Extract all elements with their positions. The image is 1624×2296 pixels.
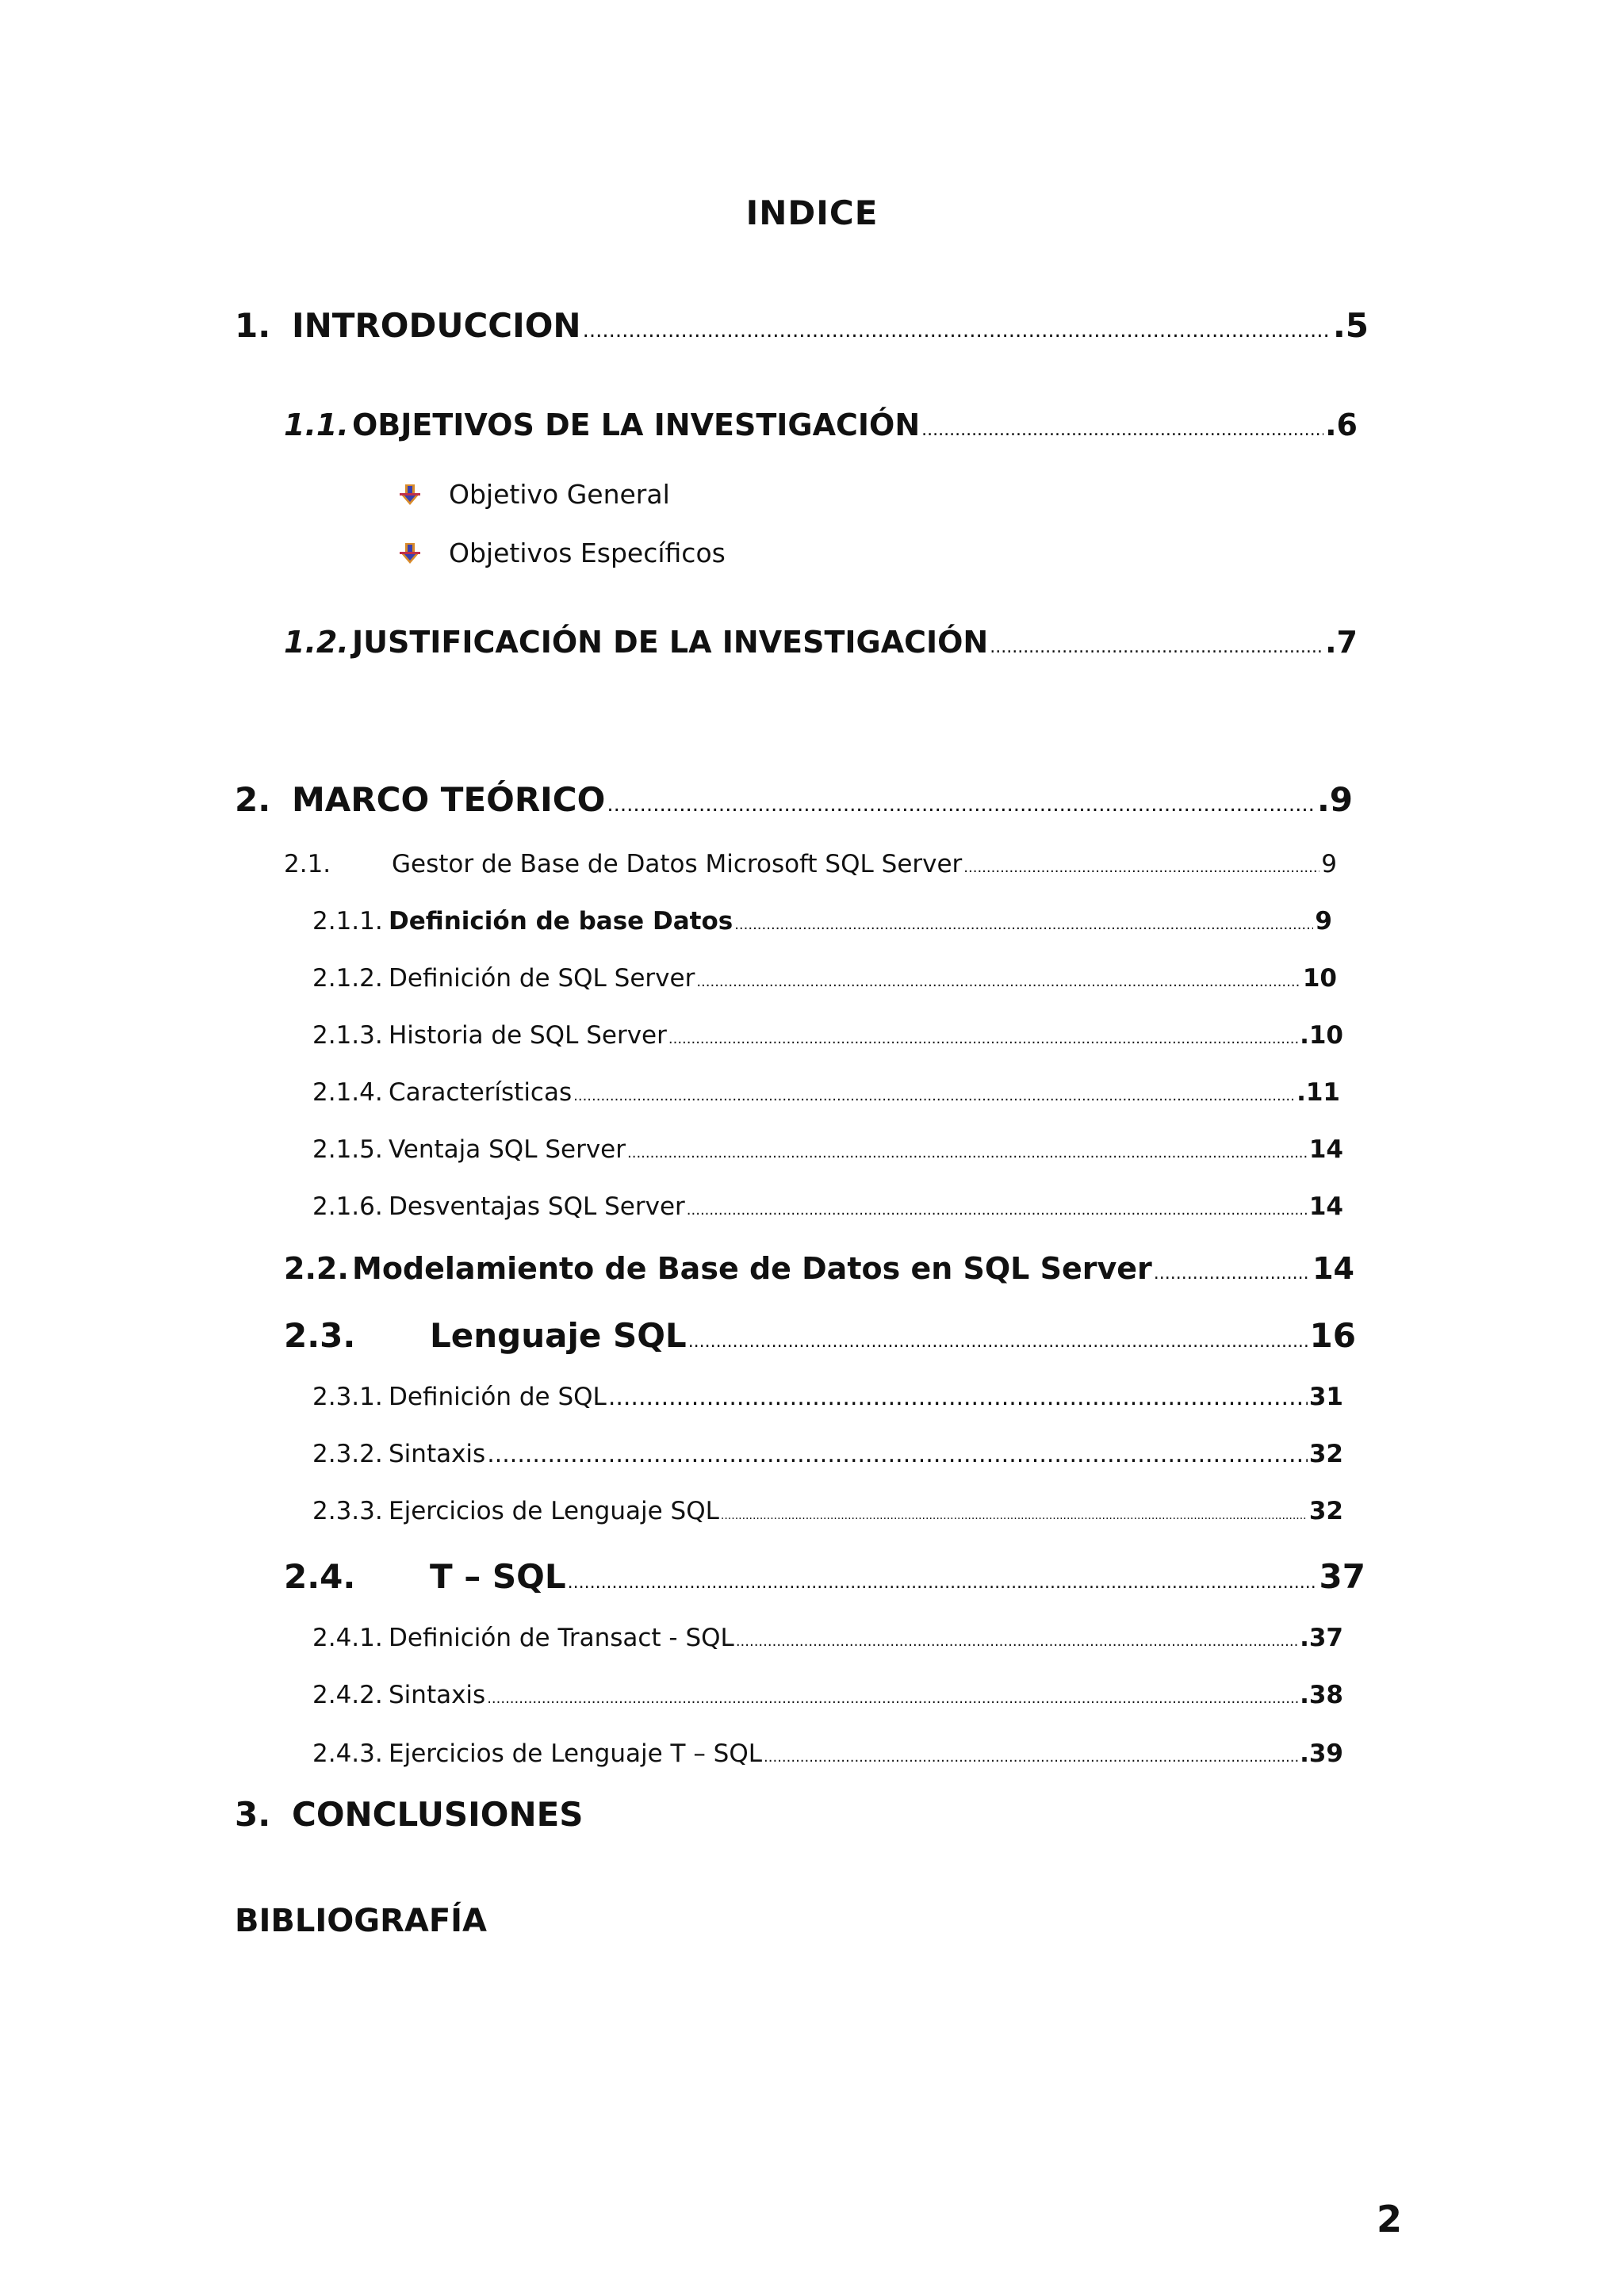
toc-number: 2.1.3.: [312, 1021, 383, 1050]
toc-label: Definición de SQL Server: [389, 964, 695, 993]
toc-label: Gestor de Base de Datos Microsoft SQL Server: [392, 850, 963, 878]
toc-number: 2.4.: [284, 1557, 356, 1596]
toc-leader: [1154, 1264, 1311, 1284]
toc-leader: [921, 420, 1323, 440]
toc-label: Sintaxis: [389, 1681, 486, 1709]
toc-entry-2-1-6: [312, 1192, 1343, 1221]
toc-entry-2: [235, 780, 1353, 819]
toc-entry-2-3: [284, 1316, 1356, 1355]
toc-leader: [627, 1145, 1308, 1161]
toc-label: Ventaja SQL Server: [389, 1135, 626, 1164]
toc-entry-2-1-3: [312, 1021, 1343, 1050]
toc-leader: [583, 319, 1331, 342]
toc-number: 2.1.5.: [312, 1135, 383, 1164]
page-number: 2: [1376, 2198, 1402, 2241]
toc-page: 10: [1302, 964, 1337, 993]
toc-label: Definición de base Datos: [389, 907, 733, 936]
bullet-label: Objetivos Específicos: [449, 538, 726, 568]
bullet-item-objetivo-general: [398, 479, 670, 510]
toc-page: 32: [1308, 1497, 1343, 1525]
toc-entry-1: [235, 306, 1369, 345]
toc-entry-2-1-1: [312, 907, 1332, 936]
toc-page: 32: [1308, 1440, 1343, 1468]
arrow-down-bullet-icon: [398, 483, 422, 507]
toc-number: 2.3.3.: [312, 1497, 383, 1525]
toc-label: Definición de Transact - SQL: [389, 1624, 734, 1652]
toc-entry-2-2: [284, 1251, 1354, 1286]
toc-number: 2.3.: [284, 1316, 356, 1355]
toc-label: Características: [389, 1078, 573, 1107]
toc-leader: [487, 1441, 1308, 1468]
toc-entry-1-2: [284, 625, 1358, 660]
toc-leader: [687, 1202, 1308, 1219]
toc-page: .10: [1300, 1021, 1343, 1050]
toc-page: .5: [1332, 306, 1369, 345]
toc-leader: [721, 1510, 1308, 1522]
toc-page: 14: [1308, 1135, 1343, 1164]
toc-number: 3.: [235, 1795, 271, 1834]
toc-page: 9: [1321, 850, 1337, 878]
toc-page: .7: [1325, 625, 1358, 660]
toc-label: Modelamiento de Base de Datos en SQL Server: [352, 1251, 1152, 1286]
toc-label: MARCO TEÓRICO: [292, 780, 606, 819]
toc-page: .39: [1300, 1739, 1343, 1768]
toc-page: 14: [1312, 1251, 1354, 1286]
toc-number: 2.4.2.: [312, 1681, 383, 1709]
toc-label: Sintaxis: [389, 1440, 486, 1468]
toc-label: INTRODUCCION: [292, 306, 581, 345]
toc-label: T – SQL: [430, 1557, 566, 1596]
toc-leader: [963, 859, 1320, 876]
toc-entry-3: [235, 1795, 584, 1834]
toc-number: 2.1.1.: [312, 907, 383, 936]
toc-number: 2.1.: [284, 850, 331, 878]
toc-leader: [608, 1383, 1308, 1411]
toc-leader: [668, 1031, 1298, 1047]
toc-leader: [688, 1332, 1308, 1352]
toc-entry-2-3-1: [312, 1383, 1343, 1411]
toc-entry-2-4: [284, 1557, 1365, 1596]
toc-entry-2-4-2: [312, 1681, 1343, 1709]
toc-label: Definición de SQL: [389, 1383, 607, 1411]
toc-leader: [990, 637, 1323, 657]
toc-leader: [764, 1749, 1298, 1766]
bullet-item-objetivos-especificos: [398, 538, 726, 568]
toc-label: Historia de SQL Server: [389, 1021, 667, 1050]
toc-number: 2.2.: [284, 1251, 349, 1286]
toc-entry-2-3-3: [312, 1497, 1343, 1525]
toc-page: 9: [1315, 907, 1332, 936]
toc-number: 2.1.4.: [312, 1078, 383, 1107]
toc-page: 14: [1308, 1192, 1343, 1221]
toc-page: .11: [1297, 1078, 1340, 1107]
arrow-down-bullet-icon: [398, 541, 422, 565]
toc-number: 2.1.2.: [312, 964, 383, 993]
toc-page: .38: [1300, 1681, 1343, 1709]
toc-number: 1.: [235, 306, 271, 345]
toc-label: Ejercicios de Lenguaje SQL: [389, 1497, 719, 1525]
toc-entry-2-1-2: [312, 964, 1337, 993]
toc-label: Lenguaje SQL: [430, 1316, 687, 1355]
toc-page: 16: [1309, 1316, 1356, 1355]
toc-leader: [734, 916, 1313, 933]
toc-entry-2-3-2: [312, 1440, 1343, 1468]
toc-page: 37: [1319, 1557, 1365, 1596]
bullet-label: Objetivo General: [449, 479, 670, 510]
toc-entry-2-1-4: [312, 1078, 1340, 1107]
toc-page: .37: [1300, 1624, 1343, 1652]
toc-entry-1-1: [284, 408, 1358, 442]
toc-leader: [607, 793, 1315, 817]
toc-entry-bibliografia: BIBLIOGRAFÍA: [235, 1903, 487, 1939]
toc-number: 2.4.1.: [312, 1624, 383, 1652]
toc-leader: [696, 974, 1301, 990]
toc-entry-2-1-5: [312, 1135, 1343, 1164]
toc-label: CONCLUSIONES: [292, 1795, 584, 1834]
toc-number: 1.1.: [284, 408, 349, 442]
toc-page: .6: [1325, 408, 1358, 442]
toc-number: 2.3.1.: [312, 1383, 383, 1411]
toc-number: 2.4.3.: [312, 1739, 383, 1768]
toc-number: 2.1.6.: [312, 1192, 383, 1221]
page-title: INDICE: [745, 193, 879, 232]
toc-number: 1.2.: [284, 625, 349, 660]
toc-leader: [573, 1088, 1295, 1104]
toc-entry-2-4-3: [312, 1739, 1343, 1768]
toc-page: .9: [1316, 780, 1353, 819]
toc-entry-2-4-1: [312, 1624, 1343, 1652]
toc-leader: [487, 1690, 1298, 1707]
toc-label: JUSTIFICACIÓN DE LA INVESTIGACIÓN: [352, 625, 989, 660]
toc-label: OBJETIVOS DE LA INVESTIGACIÓN: [352, 408, 921, 442]
toc-page: 31: [1308, 1383, 1343, 1411]
toc-leader: [568, 1573, 1318, 1593]
toc-number: 2.3.2.: [312, 1440, 383, 1468]
toc-label: Ejercicios de Lenguaje T – SQL: [389, 1739, 763, 1768]
toc-entry-2-1: [284, 850, 1337, 878]
toc-label: Desventajas SQL Server: [389, 1192, 685, 1221]
toc-number: 2.: [235, 780, 271, 819]
toc-leader: [736, 1633, 1298, 1650]
